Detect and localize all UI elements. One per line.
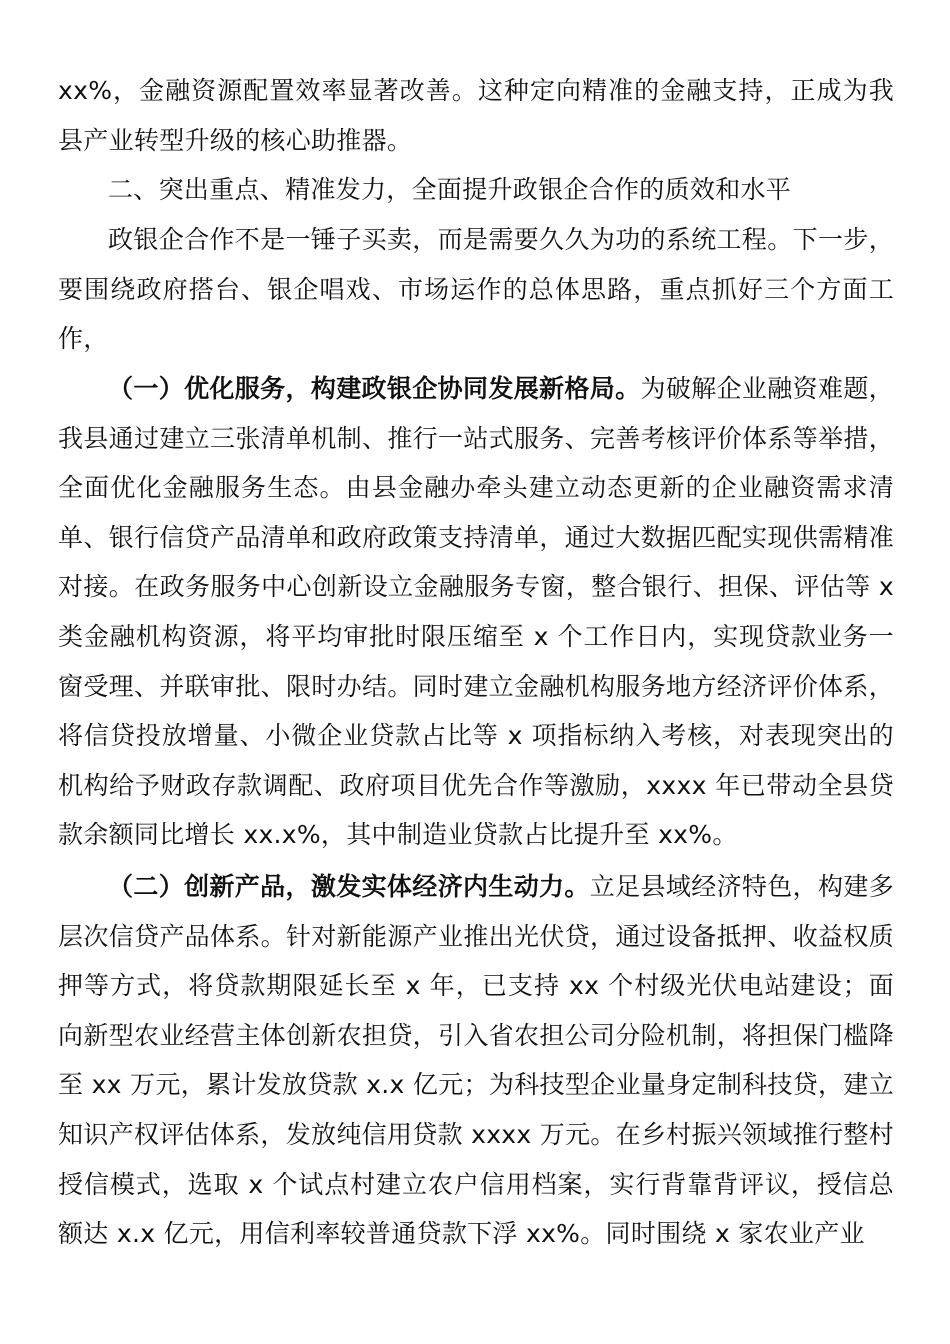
subsection-two-lead: （二）创新产品，激发实体经济内生动力。 [108,872,590,901]
section-two-intro: 政银企合作不是一锤子买卖，而是需要久久为功的系统工程。下一步，要围绕政府搭台、银企唱戏、市场运作的总体思路，重点抓好三个方面工作， [58,225,894,354]
subsection-two-body: 立足县域经济特色，构建多层次信贷产品体系。针对新能源产业推出光伏贷，通过设备抵押、收益权质押等方式，将贷款期限延长至 x 年，已支持 xx 个村级光伏电站建设；面向新型农业经营主体创新农担贷，引入省农担公司分险机制，将担保门槛降至 xx 万元，累计发放贷款 x.x 亿元；为科技型企业量身定制科技贷，建立知识产权评估体系，发放纯信用贷款 xxxx 万元。在乡村振兴领域推行整村授信模式，选取 x 个试点村建立农户信用档案，实行背靠背评议，授信总额达 x.x 亿元，用信利率较普通贷款下浮 xx%。同时围绕 x 家农业产业 [58,872,895,1249]
subsection-two-paragraph [58,862,894,1259]
subsection-one-paragraph [58,364,894,860]
subsection-one-lead: （一）优化服务，构建政银企协同发展新格局。 [108,374,641,403]
section-two-heading: 二、突出重点、精准发力，全面提升政银企合作的质效和水平 [108,175,792,204]
intro-paragraph: xx%，金融资源配置效率显著改善。这种定向精准的金融支持，正成为我县产业转型升级的核心助推器。 [58,76,894,155]
subsection-one-body: 为破解企业融资难题，我县通过建立三张清单机制、推行一站式服务、完善考核评价体系等举措，全面优化金融服务生态。由县金融办牵头建立动态更新的企业融资需求清单、银行信贷产品清单和政府政策支持清单，通过大数据匹配实现供需精准对接。在政务服务中心创新设立金融服务专窗，整合银行、担保、评估等 x 类金融机构资源，将平均审批时限压缩至 x 个工作日内，实现贷款业务一窗受理、并联审批、限时办结。同时建立金融机构服务地方经济评价体系，将信贷投放增量、小微企业贷款占比等 x 项指标纳入考核，对表现突出的机构给予财政存款调配、政府项目优先合作等激励，xxxx 年已带动全县贷款余额同比增长 xx.x%，其中制造业贷款占比提升至 xx%。 [58,374,894,850]
